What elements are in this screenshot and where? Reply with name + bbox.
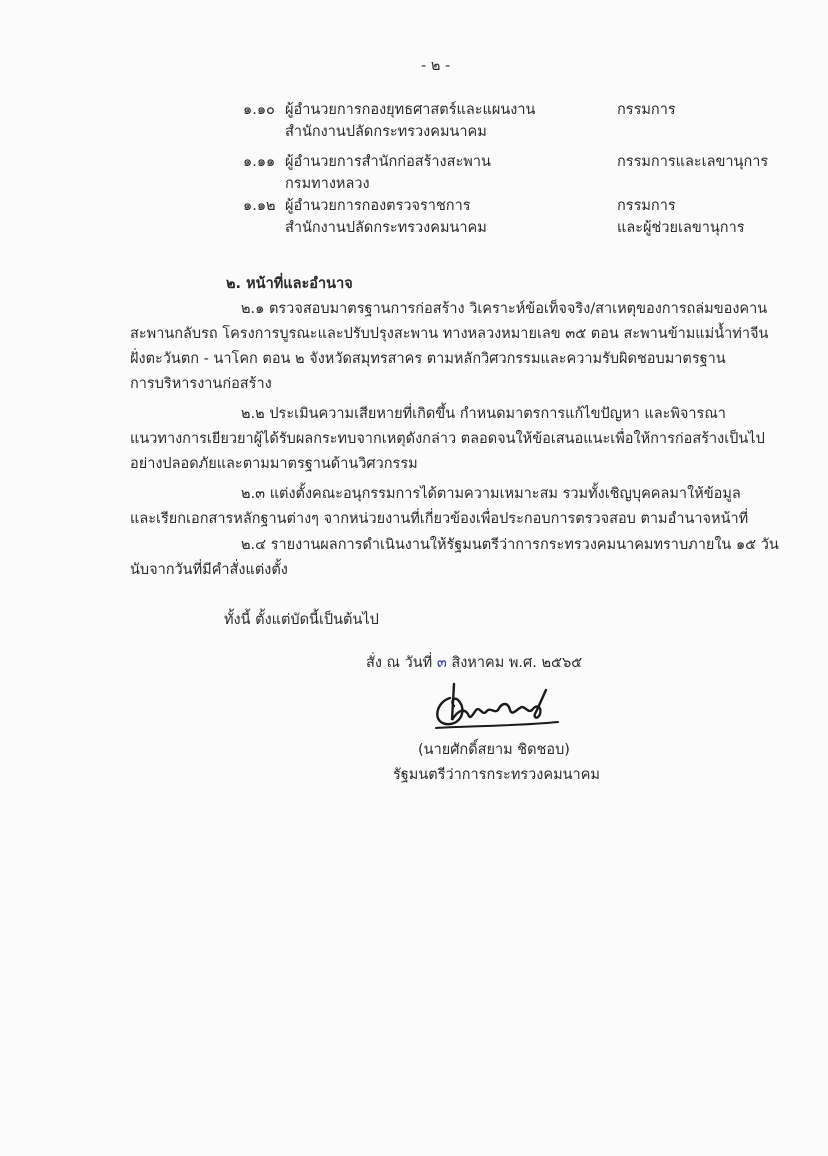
item-line: ๒.๒ ประเมินความเสียหายที่เกิดขึ้น กำหนดมาตรการแก้ไขปัญหา และพิจารณา — [241, 406, 726, 422]
member-position: ผู้อำนวยการสำนักก่อสร้างสะพาน — [285, 154, 491, 170]
page-number: - ๒ - — [421, 58, 451, 74]
signatory-title: รัฐมนตรีว่าการกระทรวงคมนาคม — [393, 767, 600, 783]
member-position-org: สำนักงานปลัดกระทรวงคมนาคม — [285, 124, 487, 140]
effective-clause: ทั้งนี้ ตั้งแต่บัดนี้เป็นต้นไป — [224, 612, 379, 628]
item-line: ฝั่งตะวันตก - นาโคก ตอน ๒ จังหวัดสมุทรสาคร ตามหลักวิศวกรรมและความรับผิดชอบมาตรฐาน — [130, 351, 726, 367]
member-role: กรรมการและเลขานุการ — [617, 154, 769, 170]
item-line: ๒.๔ รายงานผลการดำเนินงานให้รัฐมนตรีว่าการกระทรวงคมนาคมทราบภายใน ๑๕ วัน — [241, 537, 779, 553]
order-date-month-year: สิงหาคม พ.ศ. ๒๕๖๕ — [451, 655, 583, 671]
section-heading: ๒. หน้าที่และอำนาจ — [226, 276, 353, 292]
member-number: ๑.๑๒ — [243, 198, 276, 214]
member-number: ๑.๑๐ — [243, 102, 275, 118]
member-number: ๑.๑๑ — [243, 154, 276, 170]
member-position-org: สำนักงานปลัดกระทรวงคมนาคม — [285, 220, 487, 236]
signatory-name: (นายศักดิ์สยาม ชิดชอบ) — [418, 742, 570, 758]
member-role: กรรมการ — [617, 102, 676, 118]
item-line: นับจากวันที่มีคำสั่งแต่งตั้ง — [130, 562, 288, 578]
member-position: ผู้อำนวยการกองยุทธศาสตร์และแผนงาน — [285, 102, 536, 118]
item-line: แนวทางการเยียวยาผู้ได้รับผลกระทบจากเหตุดังกล่าว ตลอดจนให้ข้อเสนอแนะเพื่อให้การก่อสร้างเป็นไป — [130, 431, 765, 447]
member-position: ผู้อำนวยการกองตรวจราชการ — [285, 198, 471, 214]
item-line: และเรียกเอกสารหลักฐานต่างๆ จากหน่วยงานที่เกี่ยวข้องเพื่อประกอบการตรวจสอบ ตามอำนาจหน้าที่ — [130, 511, 749, 527]
item-line: อย่างปลอดภัยและตามมาตรฐานด้านวิศวกรรม — [130, 456, 418, 472]
item-line: ๒.๑ ตรวจสอบมาตรฐานการก่อสร้าง วิเคราะห์ข้อเท็จจริง/สาเหตุของการถล่มของคาน — [241, 301, 768, 317]
member-position-org: กรมทางหลวง — [285, 176, 370, 192]
member-role-secondary: และผู้ช่วยเลขานุการ — [617, 220, 745, 236]
item-line: สะพานกลับรถ โครงการบูรณะและปรับปรุงสะพาน ทางหลวงหมายเลข ๓๕ ตอน สะพานข้ามแม่น้ำท่าจีน — [130, 326, 769, 342]
order-date — [366, 652, 582, 674]
order-date-day: ๓ — [436, 655, 447, 671]
order-date-prefix: สั่ง ณ วันที่ — [366, 655, 433, 671]
handwritten-signature — [428, 680, 568, 740]
item-line: ๒.๓ แต่งตั้งคณะอนุกรรมการได้ตามความเหมาะสม รวมทั้งเชิญบุคคลมาให้ข้อมูล — [241, 486, 741, 502]
item-line: การบริหารงานก่อสร้าง — [130, 376, 272, 392]
member-role: กรรมการ — [617, 198, 676, 214]
